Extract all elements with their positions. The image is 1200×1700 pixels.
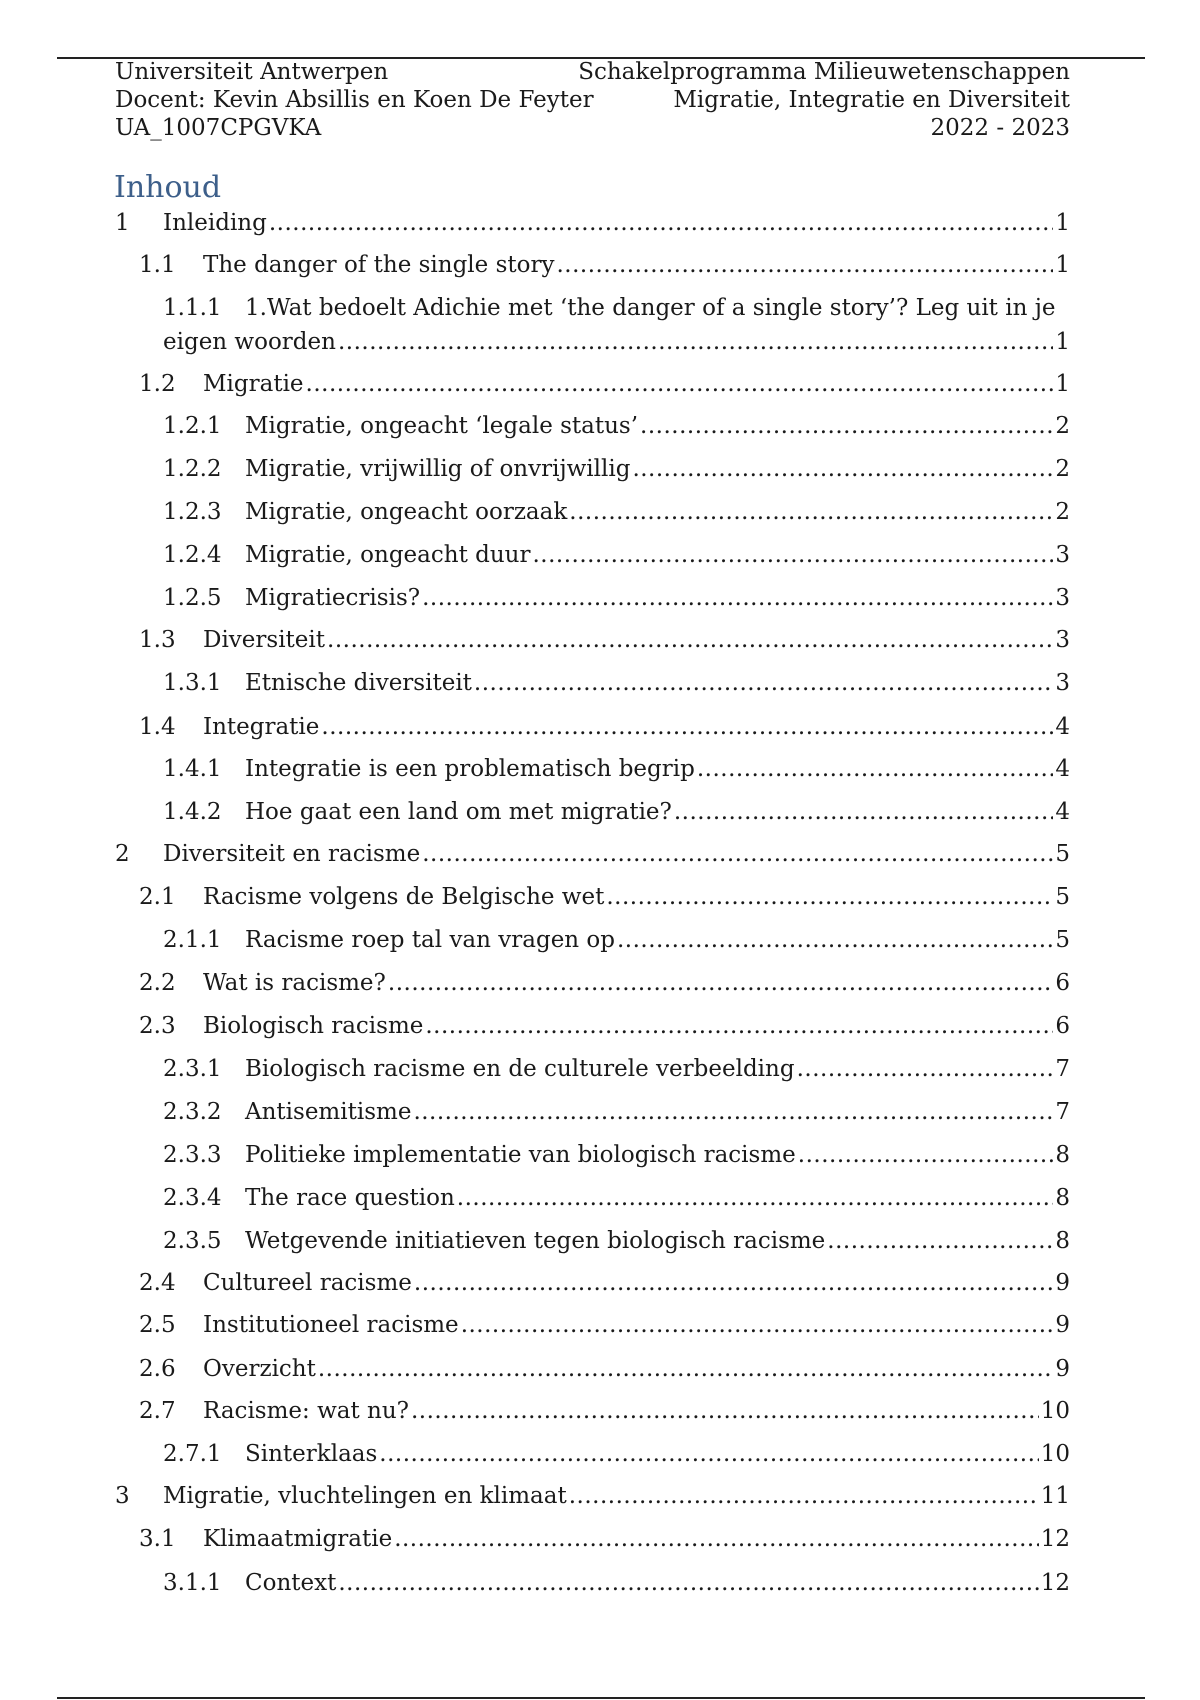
toc-leader-dots [827, 1225, 1053, 1257]
toc-entry-title: Politieke implementatie van biologisch racisme [245, 1142, 796, 1168]
toc-entry-title: Migratie, vrijwillig of onvrijwillig [245, 456, 631, 482]
toc-leader-dots [318, 1353, 1053, 1385]
toc-entry[interactable] [115, 539, 1070, 571]
toc-entry-page: 7 [1055, 1056, 1070, 1082]
toc-entry-number: 1.2.1 [163, 413, 222, 439]
toc-entry-number: 1.2.2 [163, 456, 222, 482]
toc-entry[interactable] [115, 1096, 1070, 1128]
toc-leader-dots [422, 582, 1053, 614]
toc-entry-page: 5 [1055, 884, 1070, 910]
header-row-3 [115, 114, 1070, 142]
toc-entry[interactable] [115, 1010, 1070, 1042]
toc-entry-title: Diversiteit en racisme [163, 841, 421, 867]
toc-entry-title: Etnische diversiteit [245, 670, 472, 696]
toc-entry-page: 1 [1055, 329, 1070, 355]
toc-entry-title: Migratie, ongeacht oorzaak [245, 499, 568, 525]
toc-entry-title: Biologisch racisme en de culturele verbeelding [245, 1056, 795, 1082]
toc-entry-number: 3 [115, 1483, 130, 1509]
toc-entry-title: Institutioneel racisme [203, 1312, 459, 1338]
toc-entry-page: 4 [1055, 756, 1070, 782]
toc-leader-dots [569, 496, 1053, 528]
toc-entry-number: 1.2.3 [163, 499, 222, 525]
toc-leader-dots [269, 207, 1054, 239]
toc-entry-page: 2 [1055, 413, 1070, 439]
toc-entry-number: 2 [115, 841, 130, 867]
toc-entry-title: Racisme roep tal van vragen op [245, 927, 615, 953]
toc-entry-number: 1.2 [139, 371, 176, 397]
toc-entry-page: 4 [1055, 714, 1070, 740]
toc-entry-page: 3 [1055, 585, 1070, 611]
toc-entry[interactable] [115, 582, 1070, 614]
toc-entry-number: 2.4 [139, 1270, 176, 1296]
toc-entry-page: 3 [1055, 670, 1070, 696]
toc-entry-number: 1.3.1 [163, 670, 222, 696]
toc-entry[interactable] [115, 1267, 1070, 1299]
toc-entry-title: Overzicht [203, 1356, 316, 1382]
toc-entry-page: 8 [1055, 1228, 1070, 1254]
toc-entry-number: 2.2 [139, 970, 176, 996]
toc-entry-title: Inleiding [163, 210, 267, 236]
toc-entry-number: 2.3.1 [163, 1056, 222, 1082]
toc-entry[interactable] [115, 496, 1070, 528]
toc-entry-title: Migratie, ongeacht duur [245, 542, 531, 568]
toc-entry-title: Integratie is een problematisch begrip [245, 756, 695, 782]
toc-entry-page: 6 [1055, 1013, 1070, 1039]
toc-entry-title: Racisme: wat nu? [203, 1398, 409, 1424]
toc-entry-number: 2.5 [139, 1312, 176, 1338]
toc-entry-line [115, 325, 1070, 359]
toc-entry-page: 10 [1040, 1398, 1070, 1424]
toc-entry-page: 9 [1055, 1356, 1070, 1382]
toc-entry-number: 2.7.1 [163, 1441, 222, 1467]
toc-entry-number: 2.3 [139, 1013, 176, 1039]
toc-entry[interactable] [115, 711, 1070, 743]
footer-rule [57, 1697, 1145, 1699]
toc-entry[interactable] [115, 796, 1070, 828]
toc-entry-title: Migratie, ongeacht ‘legale status’ [245, 413, 639, 439]
toc-entry[interactable] [115, 1353, 1070, 1385]
toc-leader-dots [798, 1139, 1054, 1171]
toc-entry-line [115, 291, 1070, 325]
toc-entry-page: 3 [1055, 542, 1070, 568]
toc-entry-number: 2.6 [139, 1356, 176, 1382]
toc-leader-dots [569, 1480, 1039, 1512]
toc-leader-dots [321, 711, 1053, 743]
toc-leader-dots [422, 838, 1053, 870]
toc-entry-number: 3.1.1 [163, 1570, 222, 1596]
toc-entry-title: 1.Wat bedoelt Adichie met ‘the danger of a single story’? Leg uit in je [245, 295, 1056, 321]
toc-entry[interactable] [115, 1480, 1070, 1512]
header-row-2 [115, 86, 1070, 114]
toc-entry-title: Sinterklaas [245, 1441, 378, 1467]
toc-entry-number: 1.4.1 [163, 756, 222, 782]
header-university: Universiteit Antwerpen [115, 59, 389, 85]
toc-entry[interactable] [115, 207, 1070, 239]
toc-entry-number: 2.1 [139, 884, 176, 910]
toc-entry[interactable] [115, 838, 1070, 870]
toc-leader-dots [556, 249, 1053, 281]
toc-leader-dots [474, 667, 1053, 699]
toc-entry[interactable] [115, 1309, 1070, 1341]
toc-entry-title: Klimaatmigratie [203, 1526, 393, 1552]
toc-leader-dots [425, 1010, 1053, 1042]
toc-leader-dots [414, 1267, 1053, 1299]
toc-entry-number: 3.1 [139, 1526, 176, 1552]
toc-entry[interactable] [115, 249, 1070, 281]
toc-entry-number: 2.1.1 [163, 927, 222, 953]
toc-entry-number: 2.3.4 [163, 1185, 222, 1211]
header-course-code: UA_1007CPGVKA [115, 115, 322, 141]
toc-entry-number: 1.3 [139, 627, 176, 653]
toc-entry-title: Cultureel racisme [203, 1270, 412, 1296]
toc-leader-dots [606, 881, 1053, 913]
toc-entry-page: 12 [1040, 1526, 1070, 1552]
toc-leader-dots [306, 368, 1054, 400]
toc-leader-dots [327, 624, 1053, 656]
toc-entry-title: Migratie [203, 371, 304, 397]
toc-entry-page: 2 [1055, 456, 1070, 482]
toc-entry[interactable] [115, 967, 1070, 999]
toc-entry-page: 11 [1040, 1483, 1070, 1509]
toc-entry-page: 3 [1055, 627, 1070, 653]
toc-leader-dots [697, 753, 1054, 785]
toc-entry-title: Antisemitisme [245, 1099, 412, 1125]
toc-entry-title: Hoe gaat een land om met migratie? [245, 799, 672, 825]
toc-leader-dots [394, 1523, 1039, 1555]
toc-leader-dots [457, 1182, 1054, 1214]
toc-entry[interactable] [115, 881, 1070, 913]
toc-entry-title: Biologisch racisme [203, 1013, 424, 1039]
toc-entry[interactable] [115, 1182, 1070, 1214]
toc-entry-page: 1 [1055, 371, 1070, 397]
toc-entry-title: The race question [245, 1185, 455, 1211]
toc-entry-number: 1.2.4 [163, 542, 222, 568]
toc-leader-dots [674, 796, 1053, 828]
header-program: Schakelprogramma Milieuwetenschappen [578, 59, 1070, 85]
toc-entry-page: 2 [1055, 499, 1070, 525]
toc-entry-number: 1.4.2 [163, 799, 222, 825]
toc-entry-page: 1 [1055, 210, 1070, 236]
toc-leader-dots [388, 967, 1053, 999]
toc-leader-dots [338, 1567, 1038, 1599]
toc-leader-dots [338, 325, 1053, 359]
toc-entry[interactable] [115, 1225, 1070, 1257]
toc-leader-dots [532, 539, 1053, 571]
toc-entry[interactable] [115, 453, 1070, 485]
toc-entry-page: 4 [1055, 799, 1070, 825]
toc-entry-number: 2.7 [139, 1398, 176, 1424]
header-course: Migratie, Integratie en Diversiteit [673, 87, 1070, 113]
toc-entry-title: The danger of the single story [203, 252, 555, 278]
header-year: 2022 - 2023 [930, 115, 1070, 141]
toc-entry-page: 9 [1055, 1312, 1070, 1338]
toc-entry[interactable] [115, 1053, 1070, 1085]
toc-entry-title: Racisme volgens de Belgische wet [203, 884, 605, 910]
toc-entry[interactable] [115, 1567, 1070, 1599]
toc-entry-number: 1.4 [139, 714, 176, 740]
toc-leader-dots [797, 1053, 1054, 1085]
toc-entry-page: 9 [1055, 1270, 1070, 1296]
toc-leader-dots [617, 924, 1053, 956]
toc-entry-number: 2.3.5 [163, 1228, 222, 1254]
toc-entry[interactable] [115, 368, 1070, 400]
toc-entry[interactable] [115, 667, 1070, 699]
toc-leader-dots [640, 410, 1053, 442]
toc-leader-dots [461, 1309, 1054, 1341]
toc-leader-dots [411, 1395, 1039, 1427]
toc-entry[interactable] [115, 1523, 1070, 1555]
toc-entry-page: 5 [1055, 927, 1070, 953]
toc-leader-dots [379, 1438, 1038, 1470]
toc-entry[interactable] [115, 1395, 1070, 1427]
toc-entry-title: Wat is racisme? [203, 970, 386, 996]
toc-entry[interactable] [115, 624, 1070, 656]
header-row-1 [115, 58, 1070, 86]
toc-entry-number: 1.1 [139, 252, 176, 278]
toc-entry-page: 7 [1055, 1099, 1070, 1125]
toc-leader-dots [413, 1096, 1053, 1128]
toc-entry-title: Integratie [203, 714, 320, 740]
toc-entry[interactable] [115, 753, 1070, 785]
toc-entry-title: Migratiecrisis? [245, 585, 421, 611]
toc-entry-page: 6 [1055, 970, 1070, 996]
toc-entry-page: 5 [1055, 841, 1070, 867]
toc-entry-title: Migratie, vluchtelingen en klimaat [163, 1483, 567, 1509]
toc-entry-title: Context [245, 1570, 337, 1596]
toc-entry-page: 8 [1055, 1185, 1070, 1211]
toc-entry-number: 1.1.1 [163, 295, 222, 321]
toc-entry-page: 10 [1040, 1441, 1070, 1467]
toc-entry[interactable] [115, 924, 1070, 956]
toc-entry-number: 1 [115, 210, 130, 236]
toc-entry-title: Wetgevende initiatieven tegen biologisch racisme [245, 1228, 826, 1254]
toc-entry[interactable] [115, 291, 1070, 359]
toc-entry-number: 2.3.2 [163, 1099, 222, 1125]
toc-entry-title-continued: eigen woorden [163, 329, 336, 355]
toc-title: Inhoud [114, 170, 222, 205]
toc-entry-page: 1 [1055, 252, 1070, 278]
toc-entry[interactable] [115, 1139, 1070, 1171]
toc-entry-title: Diversiteit [203, 627, 326, 653]
toc-entry-number: 1.2.5 [163, 585, 222, 611]
toc-entry[interactable] [115, 410, 1070, 442]
toc-entry[interactable] [115, 1438, 1070, 1470]
toc-entry-page: 12 [1040, 1570, 1070, 1596]
toc-entry-number: 2.3.3 [163, 1142, 222, 1168]
toc-leader-dots [632, 453, 1053, 485]
header-lecturers: Docent: Kevin Absillis en Koen De Feyter [115, 87, 594, 113]
page-header [115, 58, 1070, 142]
toc-entry-page: 8 [1055, 1142, 1070, 1168]
